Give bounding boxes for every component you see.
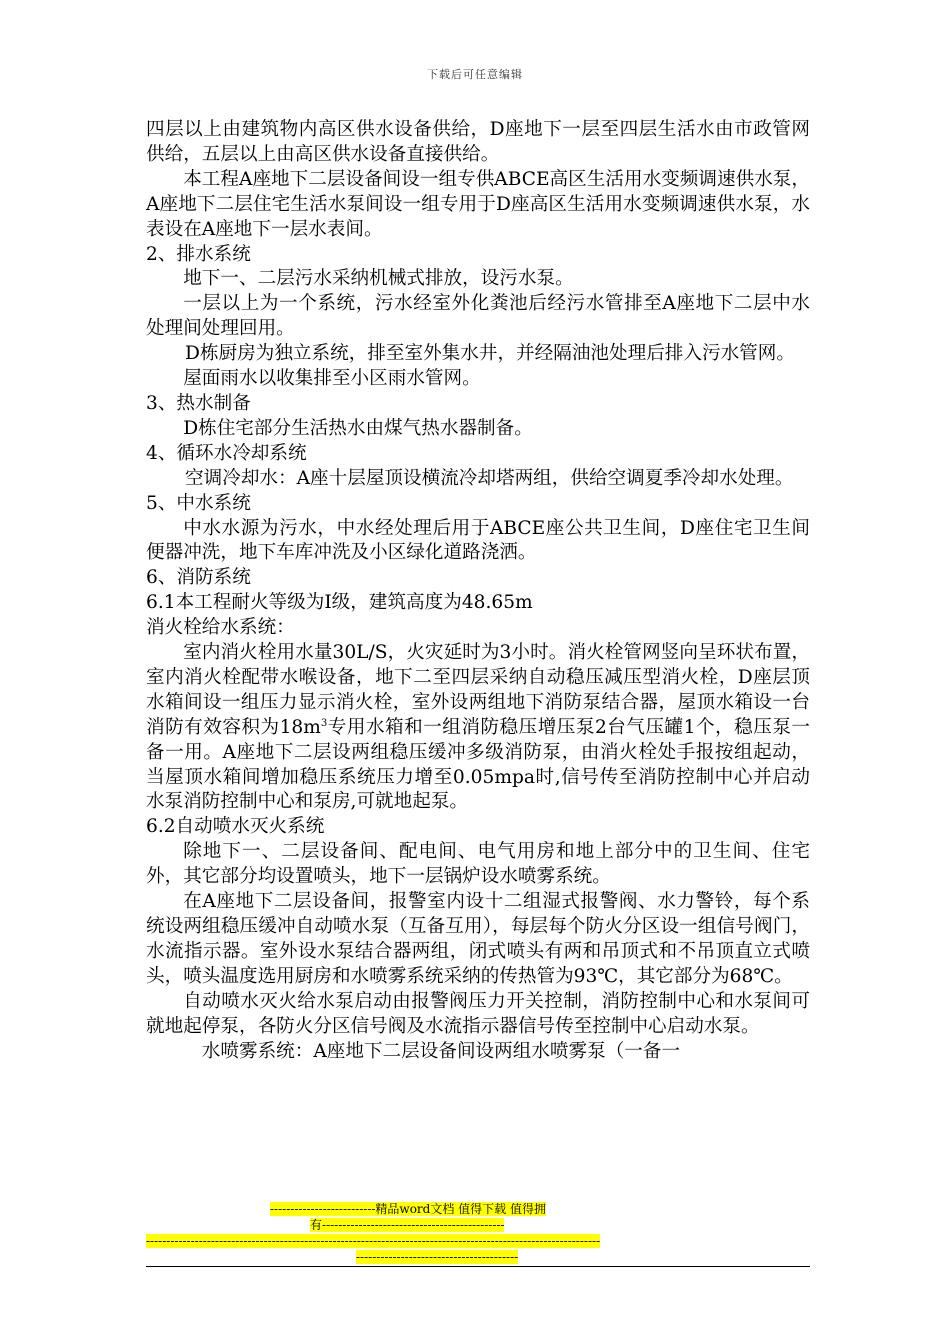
paragraph: 空调冷却水：A座十层屋顶设横流冷却塔两组，供给空调夏季冷却水处理。 bbox=[185, 467, 794, 489]
paragraph: 在A座地下二层设备间，报警室内设十二组湿式报警阀、水力警铃，每个系统设两组稳压缓冲自动喷水泵（互备互用），每层每个防火分区设一组信号阀门，水流指示器。室外设水泵结合器两组，闭式喷头有两和吊顶式和不吊顶直立式喷头，喷头温度选用厨房和水喷雾系统采纳的传热管为93℃，其它部分为68℃。 bbox=[146, 891, 810, 987]
footer-slogan-end: 有 bbox=[310, 1218, 323, 1232]
footer-dashes: ---------------------------------------------------------------------------------------------------------------- bbox=[146, 1234, 601, 1248]
footer-line bbox=[146, 1233, 810, 1249]
paragraph: 水喷雾系统：A座地下二层设备间设两组水喷雾泵（一备一 bbox=[201, 1040, 681, 1062]
paragraph: 屋面雨水以收集排至小区雨水管网。 bbox=[183, 368, 481, 390]
footer-line bbox=[310, 1217, 504, 1233]
paragraph: 本工程A座地下二层设备间设一组专供ABCE高区生活用水变频调速供水泵，A座地下二层住宅生活水泵间设一组专用于D座高区生活用水变频调速供水泵，水表设在A座地下一层水表间。 bbox=[146, 168, 810, 240]
subsection-heading: 6.1本工程耐火等级为Ⅰ级，建筑高度为48.65m bbox=[146, 592, 533, 614]
paragraph: 中水水源为污水，中水经处理后用于ABCE座公共卫生间，D座住宅卫生间便器冲洗，地下车库冲洗及小区绿化道路浇洒。 bbox=[146, 517, 810, 564]
section-heading: 3、热水制备 bbox=[146, 392, 251, 414]
footer-slogan: 精品word文档 值得下载 值得拥 bbox=[375, 1202, 546, 1216]
paragraph: 自动喷水灭火给水泵启动由报警阀压力开关控制，消防控制中心和水泵间可就地起停泵，各防火分区信号阀及水流指示器信号传至控制中心启动水泵。 bbox=[146, 990, 810, 1037]
document-body bbox=[146, 118, 810, 1064]
subsection-heading: 消火栓给水系统： bbox=[146, 617, 295, 639]
footer-dashes: --------------------------------------------- bbox=[322, 1218, 505, 1232]
paragraph: 地下一、二层污水采纳机械式排放，设污水泵。 bbox=[183, 268, 574, 290]
paragraph: 一层以上为一个系统，污水经室外化粪池后经污水管排至A座地下二层中水处理间处理回用。 bbox=[146, 293, 810, 340]
footer-dashes: ---------------------------------------- bbox=[356, 1250, 519, 1264]
footer-line bbox=[270, 1201, 546, 1217]
paragraph: 四层以上由建筑物内高区供水设备供给，D座地下一层至四层生活水由市政管网供给，五层以上由高区供水设备直接供给。 bbox=[146, 119, 810, 165]
paragraph: D栋住宅部分生活热水由煤气热水器制备。 bbox=[183, 417, 533, 439]
section-heading: 4、循环水冷却系统 bbox=[146, 442, 307, 464]
superscript: 3 bbox=[320, 717, 328, 729]
subsection-heading: 6.2自动喷水灭火系统 bbox=[146, 816, 325, 838]
paragraph-part: 专用水箱和一组消防稳压增压泵2台气压罐1个，稳压泵一备一用。A座地下二层设两组稳压缓冲多级消防泵，由消火栓处手报按组起动，当屋顶水箱间增加稳压系统压力增至0.05mpa时,信号传至消防控制中心并启动水泵消防控制中心和泵房,可就地起泵。 bbox=[146, 716, 810, 813]
header-note: 下载后可任意编辑 bbox=[427, 68, 523, 81]
paragraph bbox=[146, 641, 810, 815]
footer-line bbox=[356, 1249, 518, 1265]
section-heading: 2、排水系统 bbox=[146, 243, 251, 265]
footer-rule bbox=[146, 1266, 810, 1267]
section-heading: 6、消防系统 bbox=[146, 567, 251, 589]
paragraph: D栋厨房为独立系统，排至室外集水井，并经隔油池处理后排入污水管网。 bbox=[185, 343, 795, 365]
paragraph: 除地下一、二层设备间、配电间、电气用房和地上部分中的卫生间、住宅外，其它部分均设置喷头，地下一层锅炉设水喷雾系统。 bbox=[146, 841, 810, 888]
footer-dashes: -------------------------- bbox=[270, 1202, 376, 1216]
paragraph-part: 室内消火栓用水量30L/S，火灾延时为3小时。消火栓管网竖向呈环状布置，室内消火栓配带水喉设备，地下二至四层采纳自动稳压减压型消火栓，D座层顶水箱间设一组压力显示消火栓，室外设两组地下消防泵结合器，屋顶水箱设一台消防有效容积为18m bbox=[146, 642, 810, 738]
section-heading: 5、中水系统 bbox=[146, 492, 251, 514]
